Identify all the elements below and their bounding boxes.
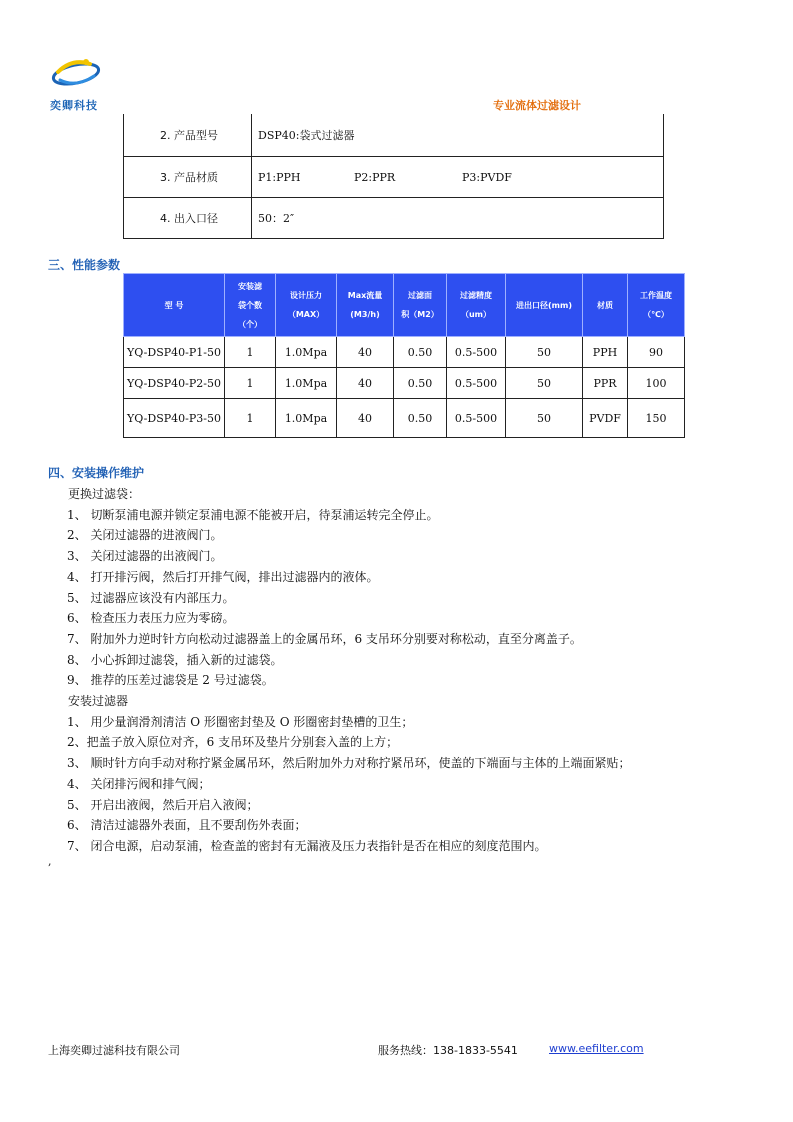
list-item: 7、 附加外力逆时针方向松动过滤器盖上的金属吊环，6 支吊环分别要对称松动，直至分离盖子。 — [67, 631, 582, 646]
header-material — [583, 274, 628, 337]
header-line: 过滤面 — [408, 291, 432, 300]
list-item: 2、 关闭过滤器的进液阀门。 — [67, 528, 223, 543]
cell-bag-count: 1 — [225, 399, 276, 438]
spec-value: DSP40:袋式过滤器 — [252, 114, 664, 157]
list-item: 8、 小心拆卸过滤袋，插入新的过滤袋。 — [67, 652, 283, 667]
cell-precision: 0.5-500 — [447, 337, 506, 368]
header-line: (M3/h) — [350, 310, 380, 319]
spec-row-material — [124, 157, 664, 198]
cell-bag-count: 1 — [225, 337, 276, 368]
cell-port: 50 — [506, 399, 583, 438]
header-line: 型 号 — [164, 300, 184, 310]
cell-pressure: 1.0Mpa — [276, 399, 337, 438]
globe-logo-icon — [50, 52, 102, 96]
header-line: 进出口径(mm) — [516, 300, 572, 310]
section-title-maintenance: 四、安装操作维护 — [48, 466, 145, 480]
list-item: 3、 顺时针方向手动对称拧紧金属吊环，然后附加外力对称拧紧吊环，使盖的下端面与主体的上端面紧贴； — [67, 756, 631, 771]
cell-material: PVDF — [583, 399, 628, 438]
header-precision — [447, 274, 506, 337]
section-title-performance: 三、性能参数 — [48, 258, 121, 272]
cell-material: PPR — [583, 368, 628, 399]
header-line: 设计压力 — [290, 291, 322, 300]
company-logo — [44, 52, 104, 114]
cell-area: 0.50 — [394, 337, 447, 368]
header-line: （个） — [238, 319, 262, 329]
list-item: 4、 打开排污阀，然后打开排气阀，排出过滤器内的液体。 — [67, 569, 379, 584]
cell-port: 50 — [506, 337, 583, 368]
footer-company: 上海奕卿过滤科技有限公司 — [48, 1044, 180, 1057]
header-line: （℃） — [643, 310, 669, 319]
maintenance-text — [68, 484, 630, 857]
list-item: 3、 关闭过滤器的出液阀门。 — [67, 549, 223, 564]
header-area — [394, 274, 447, 337]
header-model — [124, 274, 225, 337]
cell-pressure: 1.0Mpa — [276, 337, 337, 368]
list-item: 6、 清洁过滤器外表面，且不要刮伤外表面； — [67, 818, 307, 833]
header-line: （MAX） — [287, 310, 325, 319]
spec-row-model — [124, 114, 664, 157]
spec-label: 2. 产品型号 — [124, 114, 252, 157]
header-line: 工作温度 — [640, 291, 672, 300]
cell-area: 0.50 — [394, 399, 447, 438]
cell-bag-count: 1 — [225, 368, 276, 399]
list-item: 1、 切断泵浦电源并锁定泵浦电源不能被开启，待泵浦运转完全停止。 — [67, 507, 439, 522]
cell-temperature: 100 — [628, 368, 685, 399]
cell-model: YQ-DSP40-P2-50 — [124, 368, 225, 399]
table-row — [124, 399, 685, 438]
product-spec-table — [123, 114, 664, 239]
cell-temperature: 150 — [628, 399, 685, 438]
cell-precision: 0.5-500 — [447, 399, 506, 438]
cell-port: 50 — [506, 368, 583, 399]
list-item: 6、 检查压力表压力应为零磅。 — [67, 611, 235, 626]
spec-row-port — [124, 198, 664, 239]
material-option: P1:PPH — [258, 170, 301, 184]
cell-material: PPH — [583, 337, 628, 368]
subsection-title-replace: 更换过滤袋： — [68, 487, 141, 501]
header-pressure — [276, 274, 337, 337]
perf-header-row — [124, 274, 685, 337]
header-flow — [337, 274, 394, 337]
spec-label: 4. 出入口径 — [124, 198, 252, 239]
spec-value: 50：2″ — [252, 198, 664, 239]
cell-flow: 40 — [337, 337, 394, 368]
subsection-title-install: 安装过滤器 — [68, 694, 129, 709]
header-line: 积（M2） — [401, 310, 439, 319]
header-line: （um） — [460, 310, 492, 319]
material-option: P2:PPR — [354, 170, 396, 184]
header-port — [506, 274, 583, 337]
spec-value-materials — [252, 157, 664, 198]
list-item: 7、 闭合电源，启动泵浦，检查盖的密封有无漏液及压力表指针是否在相应的刻度范围内。 — [67, 838, 547, 853]
cell-flow: 40 — [337, 399, 394, 438]
list-item: 5、 开启出液阀，然后开启入液阀； — [67, 797, 259, 812]
footer-hotline: 服务热线：138-1833-5541 — [378, 1044, 518, 1057]
header-tagline: 专业流体过滤设计 — [493, 99, 581, 112]
logo-text: 奕卿科技 — [50, 99, 98, 112]
list-item: 2、把盖子放入原位对齐，6 支吊环及垫片分别套入盖的上方； — [67, 735, 399, 750]
header-temperature — [628, 274, 685, 337]
table-row — [124, 337, 685, 368]
cell-flow: 40 — [337, 368, 394, 399]
list-item: 1、 用少量润滑剂清洁 O 形圈密封垫及 O 形圈密封垫槽的卫生； — [67, 714, 414, 729]
cell-model: YQ-DSP40-P3-50 — [124, 399, 225, 438]
header-bag-count — [225, 274, 276, 337]
cell-area: 0.50 — [394, 368, 447, 399]
footer-website-link[interactable]: www.eefilter.com — [549, 1042, 644, 1055]
list-item: 4、 关闭排污阀和排气阀； — [67, 776, 211, 791]
cell-precision: 0.5-500 — [447, 368, 506, 399]
header-line: 袋个数 — [238, 300, 262, 310]
header-line: Max流量 — [347, 291, 383, 300]
list-item: 9、 推荐的压差过滤袋是 2 号过滤袋。 — [67, 673, 274, 688]
header-line: 材质 — [597, 300, 613, 310]
header-line: 过滤精度 — [460, 291, 492, 300]
stray-mark: , — [48, 855, 52, 868]
material-option: P3:PVDF — [462, 170, 512, 184]
table-row — [124, 368, 685, 399]
performance-table — [123, 273, 685, 438]
spec-label: 3. 产品材质 — [124, 157, 252, 198]
header-line: 安装滤 — [238, 281, 262, 291]
cell-model: YQ-DSP40-P1-50 — [124, 337, 225, 368]
list-item: 5、 过滤器应该没有内部压力。 — [67, 590, 235, 605]
cell-pressure: 1.0Mpa — [276, 368, 337, 399]
cell-temperature: 90 — [628, 337, 685, 368]
